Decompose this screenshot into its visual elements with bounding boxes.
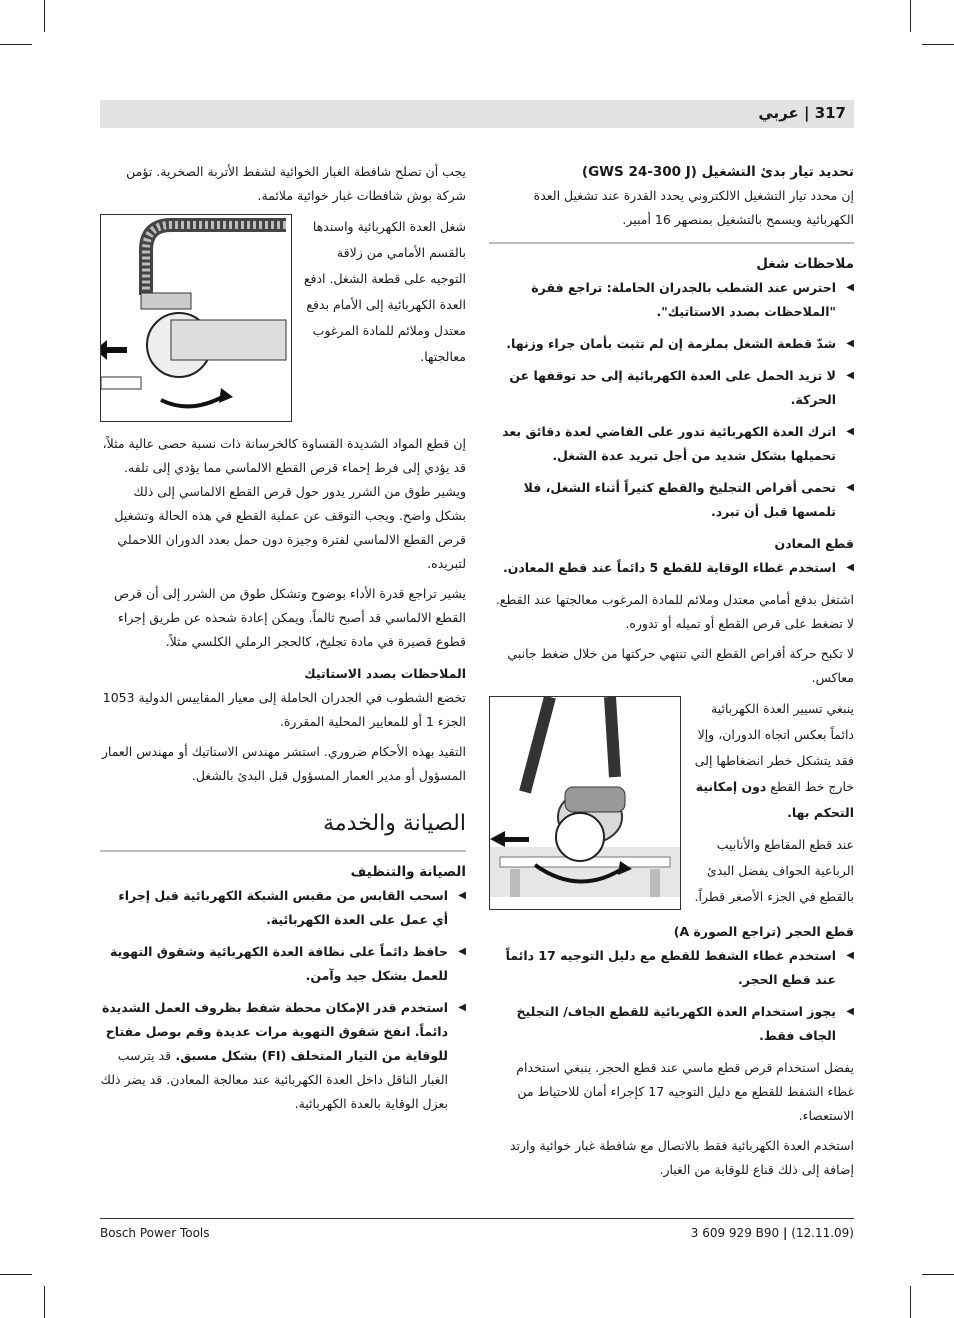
metal-paragraph-1: اشتغل بدفع أمامي معتدل وملائم للمادة المرغوب معالجتها عند القطع. لا تضغط على قرص القطع أو تميله أو تدوره.: [495, 592, 854, 631]
list-item: ◀ استخدم غطاء الوقاية للقطع 5 دائماً عند قطع المعادن.: [489, 556, 854, 580]
sparks-text: يشير تراجع قدرة الأداء بوضوح وتشكل طوق من الشرر إلى أن قرص القطع الالماسي قد أصبح ثالماً. ويمكن إعادة شحذه عن طريق إجراء قطوع قصيرة في مادة تجليخ، كالحجر الرملي الكلسي مثلاً.: [113, 586, 466, 649]
header-language: عربي: [758, 104, 799, 122]
list-item: ◀ احترس عند الشطب بالجدران الحاملة: تراجع فقرة "الملاحظات بصدد الاستاتيك".: [489, 276, 854, 324]
list-item: ◀ استخدم غطاء الشفط للقطع مع دليل التوجيه 17 دائماً عند قطع الحجر.: [489, 944, 854, 992]
page-header: [100, 100, 854, 128]
triangle-bullet-icon: ◀: [846, 950, 854, 961]
section-divider: [489, 242, 854, 244]
stone-paragraph-1: يفضل استخدام قرص قطع ماسي عند قطع الحجر. ينبغي استخدام غطاء الشفط للقطع مع دليل التوجيه 17 كإجراء أمان للاحتياط من الاستعصاء.: [516, 1060, 854, 1123]
metal-cutting-title: قطع المعادن: [774, 536, 854, 551]
crop-mark: [910, 1286, 911, 1318]
metal-cutting-list: [489, 556, 854, 580]
footer-doc-info: 3 609 929 B90 | (12.11.09): [690, 1226, 854, 1240]
angle-grinder-illustration-icon: [490, 697, 680, 909]
metal-figure-row: [489, 696, 854, 910]
grinder-with-extraction-hose-icon: [101, 215, 291, 421]
crop-mark: [44, 0, 45, 32]
right-column: [489, 160, 854, 1188]
stone-cutting-list: [489, 944, 854, 1048]
footer-date: (12.11.09): [791, 1226, 854, 1240]
stone-cutting-figure: [100, 214, 292, 422]
crop-mark: [922, 1274, 954, 1275]
triangle-bullet-icon: ◀: [846, 1006, 854, 1017]
triangle-bullet-icon: ◀: [846, 370, 854, 381]
metal-cutting-figure: [489, 696, 681, 910]
left-column: [100, 160, 466, 1124]
footer-brand: Bosch Power Tools: [100, 1226, 210, 1240]
dust-extractor-text: يجب أن تصلح شافطة الغبار الخوائية لشفط الأتربة الصخرية. تؤمن شركة بوش شافطات غبار خوائية ملائمة.: [126, 164, 466, 203]
stone-cutting-title: قطع الحجر (تراجع الصورة A): [673, 924, 854, 939]
crop-mark: [0, 44, 32, 45]
section-divider: [100, 850, 466, 852]
header-title: 317 | عربي: [758, 104, 846, 122]
list-item: ◀ استخدم قدر الإمكان محطة شفط بظروف العمل الشديدة دائماً. انفخ شقوق التهوية مرات عديدة وقم بوصل مفتاح للوقاية من التيار المتخلف (FI) بشكل مسبق. قد يترسب الغبار الناقل داخل العدة الكهربائية عند معالجة المعادن. قد يضر ذلك بعزل الوقاية بالعدة الكهربائية.: [100, 996, 466, 1116]
statics-paragraph-1: تخضع الشطوب في الجدران الحاملة إلى معيار المقاييس الدولية 1053 الجزء 1 أو للمعايير المحلية المقررة.: [102, 690, 466, 729]
metal-side-text: ينبغي تسيير العدة الكهربائية دائماً بعكس اتجاه الدوران، وإلا فقد يتشكل خطر انضغاطها إلى خارج خط القطع دون إمكانية التحكم بها. عند قطع المقاطع والأنابيب الرباعية الحواف يفضل البدئ بالقطع في الجزء الأصغر قطراً.: [694, 701, 854, 904]
work-notes-list: [489, 276, 854, 524]
triangle-bullet-icon: ◀: [846, 482, 854, 493]
triangle-bullet-icon: ◀: [846, 282, 854, 293]
statics-paragraph-2: التقيد بهذه الأحكام ضروري. استشر مهندس الاستاتيك أو مهندس العمار المسؤول أو مدير العمار المسؤول قبل البدئ بالشغل.: [101, 744, 466, 783]
triangle-bullet-icon: ◀: [846, 562, 854, 573]
header-page-number: 317: [814, 104, 846, 122]
startup-current-text: إن محدد تيار التشغيل الالكتروني يحدد القدرة عند تشغيل العدة الكهربائية ويسمح بالتشغيل بمنصهر 16 أمبير.: [533, 188, 854, 227]
footer-doc-code: 3 609 929 B90: [690, 1226, 780, 1240]
crop-mark: [922, 44, 954, 45]
crop-mark: [910, 0, 911, 32]
triangle-bullet-icon: ◀: [458, 890, 466, 901]
stone-side-text: شغل العدة الكهربائية واسندها بالقسم الأمامي من زلاقة التوجيه على قطعة الشغل. ادفع العدة الكهربائية إلى الأمام بدفع معتدل وملائم للمادة المرغوب معالجتها.: [303, 219, 466, 364]
triangle-bullet-icon: ◀: [846, 338, 854, 349]
crop-mark: [0, 1274, 32, 1275]
list-item: ◀ يجوز استخدام العدة الكهربائية للقطع الجاف/ التجليخ الجاف فقط.: [489, 1000, 854, 1048]
hard-material-text: إن قطع المواد الشديدة القساوة كالخرسانة ذات نسبة حصى عالية مثلاً، قد يؤدي إلى فرط إحماء قرص القطع الالماسي مما يؤدي إلى تلفه. ويشير طوق من الشرر يدور حول قرص القطع الالماسي إلى ذلك بشكل واضح. ويجب التوقف عن عملية القطع في هذه الحالة وتشغيل قرص القطع الالماسي لفترة وجيزة دون حمل بعدد الدوران اللاحملي لتبريده.: [102, 436, 466, 571]
list-item: ◀ حافظ دائماً على نظافة العدة الكهربائية وشقوق التهوية للعمل بشكل جيد وآمن.: [100, 940, 466, 988]
list-item: ◀ شدّ قطعة الشغل بملزمة إن لم تثبت بأمان جراء وزنها.: [489, 332, 854, 356]
statics-title: الملاحظات بصدد الاستاتيك: [304, 666, 466, 681]
maintenance-title: الصيانة والخدمة: [323, 811, 466, 836]
list-item: ◀ تحمى أقراص التجليخ والقطع كثيراً أثناء الشغل، فلا تلمسها قبل أن تبرد.: [489, 476, 854, 524]
crop-mark: [44, 1286, 45, 1318]
list-item: ◀ لا تزيد الحمل على العدة الكهربائية إلى حد توقفها عن الحركة.: [489, 364, 854, 412]
metal-paragraph-2: لا تكبح حركة أقراص القطع التي تنتهي حركتها من خلال ضغط جانبي معاكس.: [507, 646, 854, 685]
triangle-bullet-icon: ◀: [846, 426, 854, 437]
startup-current-title: تحديد تيار بدئ التشغيل (GWS 24-300 J): [581, 164, 854, 180]
triangle-bullet-icon: ◀: [458, 1002, 466, 1013]
list-item: ◀ اسحب القابس من مقبس الشبكة الكهربائية قبل إجراء أي عمل على العدة الكهربائية.: [100, 884, 466, 932]
footer-divider: [100, 1218, 854, 1219]
triangle-bullet-icon: ◀: [458, 946, 466, 957]
work-notes-title: ملاحظات شغل: [756, 256, 854, 272]
stone-figure-row: [100, 214, 466, 422]
cleaning-title: الصيانة والتنظيف: [350, 864, 466, 880]
list-item: ◀ اترك العدة الكهربائية تدور على الفاضي لعدة دقائق بعد تحميلها بشكل شديد من أجل تبريد عدة الشغل.: [489, 420, 854, 468]
stone-paragraph-2: استخدم العدة الكهربائية فقط بالاتصال مع شافطة غبار خوائية وارتد إضافة إلى ذلك قناع للوقاية من الغبار.: [509, 1138, 854, 1177]
cleaning-list: [100, 884, 466, 1116]
